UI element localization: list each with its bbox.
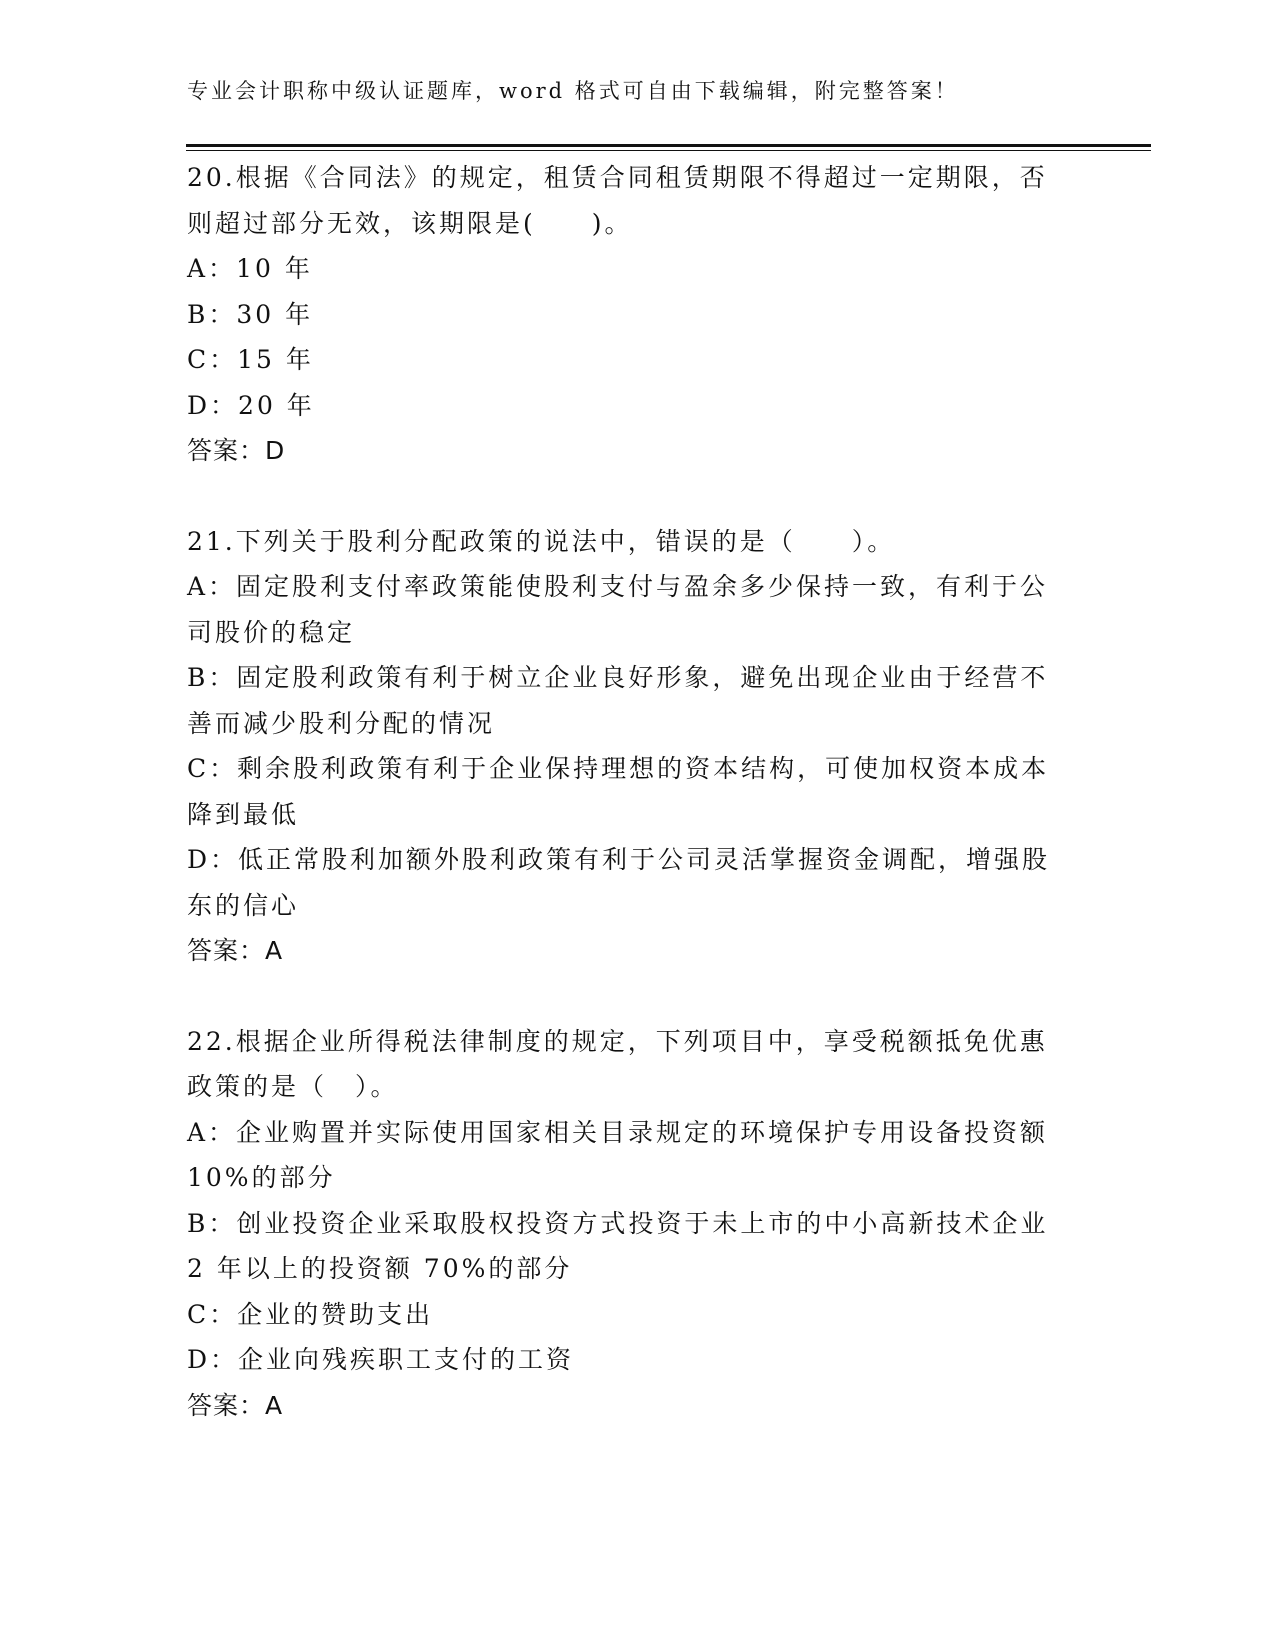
option-a: A：企业购置并实际使用国家相关目录规定的环境保护专用设备投资额 bbox=[187, 1117, 1049, 1147]
answer-label: 答案：D bbox=[187, 436, 286, 465]
question-20 bbox=[187, 155, 1087, 474]
option-b-continued: 善而减少股利分配的情况 bbox=[187, 708, 496, 738]
option-d: D：20 年 bbox=[187, 390, 315, 420]
question-list bbox=[187, 155, 1087, 1428]
question-stem-line: 政策的是（ ）。 bbox=[187, 1072, 399, 1101]
option-d-continued: 东的信心 bbox=[187, 890, 300, 920]
option-a-continued: 司股价的稳定 bbox=[187, 617, 356, 647]
option-a: A：10 年 bbox=[187, 254, 313, 283]
option-b: B：创业投资企业采取股权投资方式投资于未上市的中小高新技术企业 bbox=[187, 1208, 1049, 1238]
option-c: C：15 年 bbox=[187, 345, 314, 374]
question-stem-line: 20.根据《合同法》的规定，租赁合同租赁期限不得超过一定期限，否 bbox=[187, 163, 1048, 192]
option-b: B：30 年 bbox=[187, 299, 314, 329]
option-d: D：企业向残疾职工支付的工资 bbox=[187, 1345, 575, 1374]
answer-label: 答案：A bbox=[187, 1390, 284, 1420]
option-b: B：固定股利政策有利于树立企业良好形象，避免出现企业由于经营不 bbox=[187, 663, 1049, 692]
answer-label: 答案：A bbox=[187, 936, 284, 965]
option-a-continued: 10%的部分 bbox=[187, 1163, 336, 1192]
header-divider-thin bbox=[186, 150, 1151, 151]
header-divider-thick bbox=[186, 144, 1151, 147]
question-stem-line: 22.根据企业所得税法律制度的规定，下列项目中，享受税额抵免优惠 bbox=[187, 1026, 1048, 1056]
option-b-continued: 2 年以上的投资额 70%的部分 bbox=[187, 1254, 573, 1283]
option-c: C：企业的赞助支出 bbox=[187, 1299, 434, 1329]
question-22 bbox=[187, 1019, 1087, 1429]
option-d: D：低正常股利加额外股利政策有利于公司灵活掌握资金调配，增强股 bbox=[187, 845, 1051, 874]
option-c-continued: 降到最低 bbox=[187, 799, 300, 829]
option-c: C：剩余股利政策有利于企业保持理想的资本结构，可使加权资本成本 bbox=[187, 754, 1050, 783]
question-stem-line: 21.下列关于股利分配政策的说法中，错误的是（ ）。 bbox=[187, 526, 896, 556]
question-21 bbox=[187, 519, 1087, 974]
question-stem-line: 则超过部分无效，该期限是( )。 bbox=[187, 208, 633, 238]
page-header: 专业会计职称中级认证题库，word 格式可自由下载编辑，附完整答案！ bbox=[187, 79, 959, 103]
option-a: A：固定股利支付率政策能使股利支付与盈余多少保持一致，有利于公 bbox=[187, 572, 1049, 601]
